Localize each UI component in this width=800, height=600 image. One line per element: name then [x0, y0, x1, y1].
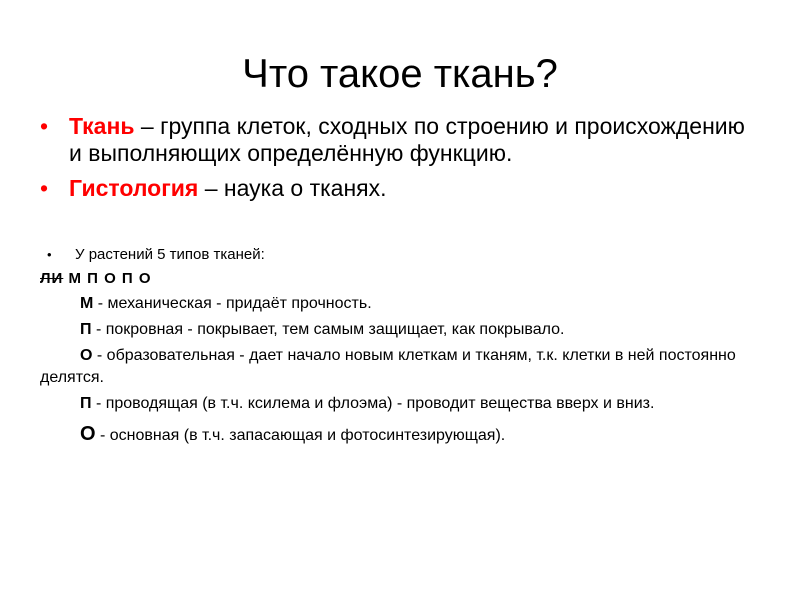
slide-title: Что такое ткань?: [242, 52, 558, 96]
tissue-letter: О: [80, 347, 93, 364]
tissue-description: - основная (в т.ч. запасающая и фотосинтезирующая).: [95, 427, 506, 444]
tissue-description: - механическая - придаёт прочность.: [93, 295, 372, 312]
tissue-letter: П: [80, 395, 92, 412]
tissue-types-list: [40, 293, 750, 451]
acronym-rest: М П О П О: [63, 270, 152, 287]
bullet-tissue: [40, 113, 760, 167]
term-tissue: Ткань: [69, 113, 135, 139]
acronym-struck: ЛИ: [40, 270, 64, 287]
definition-histology: – наука о тканях.: [198, 175, 387, 201]
tissue-item-educational: [40, 345, 750, 389]
tissue-letter: О: [80, 423, 96, 445]
sub-bullet: [49, 245, 265, 265]
acronym-line: [40, 270, 152, 287]
tissue-letter: П: [80, 321, 92, 338]
tissue-item-mechanical: [40, 293, 750, 315]
tissue-item-conductive: [40, 393, 750, 415]
tissue-item-integumentary: [40, 319, 750, 341]
bullet-histology: [40, 175, 760, 202]
tissue-item-basic: [40, 423, 750, 447]
definition-list: [40, 113, 760, 210]
tissue-description: - образовательная - дает начало новым клеткам и тканям, т.к. клетки в ней постоянно делятся.: [40, 347, 736, 386]
tissue-letter: М: [80, 295, 94, 312]
bullet-dot-icon: •: [40, 113, 49, 139]
term-histology: Гистология: [69, 175, 199, 201]
definition-tissue: – группа клеток, сходных по строению и происхождению и выполняющих определённую функцию.: [69, 113, 745, 166]
bullet-dot-icon: •: [40, 175, 49, 201]
tissue-description: - проводящая (в т.ч. ксилема и флоэма) - проводит вещества вверх и вниз.: [91, 395, 655, 412]
sub-bullet-text: У растений 5 типов тканей:: [75, 246, 265, 263]
bullet-dot-icon: •: [47, 247, 52, 262]
tissue-description: - покровная - покрывает, тем самым защищает, как покрывало.: [91, 321, 565, 338]
